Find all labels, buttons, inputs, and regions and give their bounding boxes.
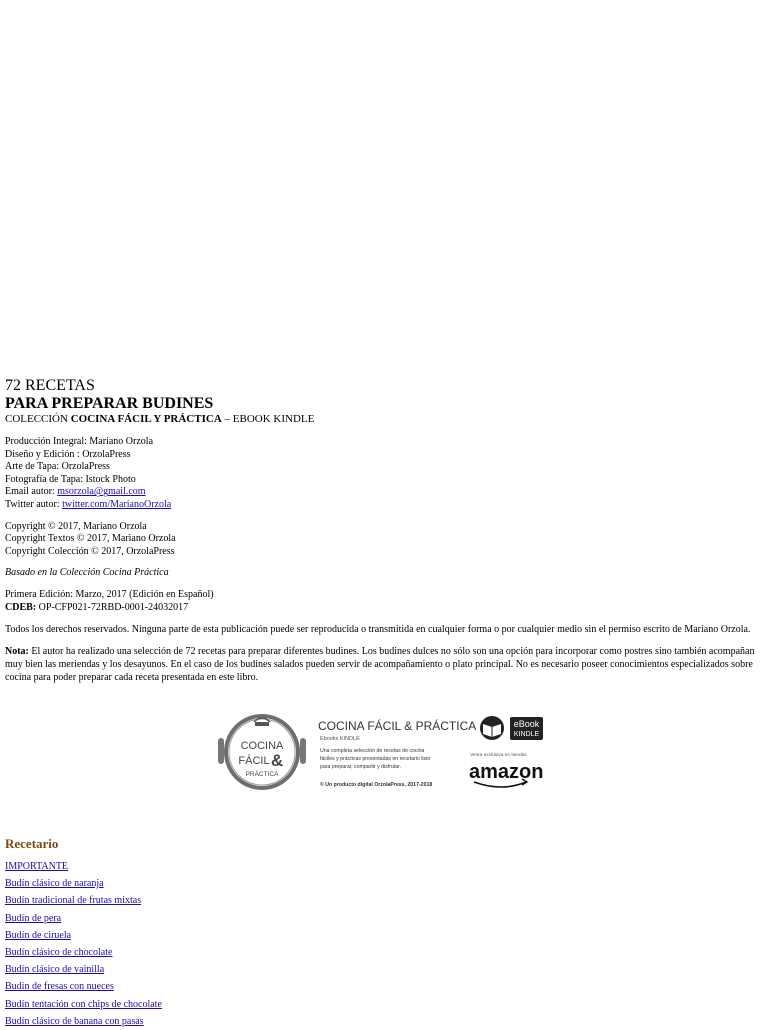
list-item xyxy=(5,910,162,927)
ebook-label: eBook xyxy=(513,719,540,729)
cdeb-label: CDEB: xyxy=(5,601,37,613)
copyright-line: Copyright Textos © 2017, Mariano Orzola xyxy=(5,533,176,545)
list-item xyxy=(5,944,162,961)
credit-line: Fotografía de Tapa: Istock Photo xyxy=(5,473,136,485)
document-body xyxy=(5,377,763,693)
list-item xyxy=(5,927,162,944)
banner-desc-2: fáciles y prácticas presentadas en recetario listo xyxy=(320,756,431,762)
list-item xyxy=(5,1013,162,1030)
email-label: Email autor: xyxy=(5,486,58,498)
toc-link[interactable]: Budín de fresas con nueces xyxy=(5,981,114,993)
title-line-1: 72 RECETAS xyxy=(5,377,95,394)
toc-link[interactable]: IMPORTANTE xyxy=(5,861,69,872)
cdeb-line xyxy=(5,602,763,615)
list-item xyxy=(5,996,162,1013)
cocina-badge-logo xyxy=(218,714,306,790)
toc-link[interactable]: Budín clásico de naranja xyxy=(5,878,104,890)
based-on: Basado en la Colección Cocina Práctica xyxy=(5,567,169,579)
ebook-kindle-badge xyxy=(510,717,543,740)
title-line-2: PARA PREPARAR BUDINES xyxy=(5,395,214,412)
toc-link[interactable]: Budín tradicional de frutas mixtas xyxy=(5,895,142,907)
toc-link[interactable]: Budín clásico de chocolate xyxy=(5,947,113,959)
list-item xyxy=(5,875,162,892)
banner-product: © Un producto digital OrzolaPress, 2017-2018 xyxy=(320,782,433,788)
copyright-line: Copyright © 2017, Mariano Orzola xyxy=(5,520,147,532)
credit-line: Diseño y Edición : OrzolaPress xyxy=(5,448,131,460)
note-paragraph xyxy=(5,645,763,685)
edition-block xyxy=(5,589,763,614)
first-edition: Primera Edición: Marzo, 2017 (Edición en Español) xyxy=(5,588,214,600)
toc-link[interactable]: Budín clásico de banana con pasas xyxy=(5,1015,144,1027)
list-item xyxy=(5,978,162,995)
badge-line-2: FÁCIL xyxy=(238,755,270,767)
copyright-block xyxy=(5,521,763,559)
collection-name: COCINA FÁCIL Y PRÁCTICA xyxy=(70,413,222,425)
cdeb-value: OP-CFP021-72RBD-0001-24032017 xyxy=(36,601,189,613)
collection-suffix: – EBOOK KINDLE xyxy=(221,413,315,425)
badge-line-3: PRÁCTICA xyxy=(245,771,279,778)
credits-block xyxy=(5,436,763,512)
open-book-icon xyxy=(480,716,504,740)
twitter-label: Twitter autor: xyxy=(5,498,63,510)
toc-link[interactable]: Budín tentación con chips de chocolate xyxy=(5,998,162,1010)
toc-link[interactable]: Budín clásico de vainilla xyxy=(5,964,105,976)
rights-paragraph: Todos los derechos reservados. Ninguna parte de esta publicación puede ser reproducida o transmitida en cualquier forma o por cualquier medio sin el permiso escrito de Mariano Orzola. xyxy=(5,624,751,636)
banner-subheading: Ebooks KINDLE xyxy=(320,736,360,742)
email-link[interactable]: msorzola@gmail.com xyxy=(57,486,146,498)
banner-desc-3: para preparar, compartir y disfrutar. xyxy=(320,764,402,770)
badge-line-1: COCINA xyxy=(240,740,284,752)
collection-prefix: COLECCIÓN xyxy=(5,413,71,425)
list-item xyxy=(5,858,162,875)
recetario-heading: Recetario xyxy=(5,836,59,851)
note-text: El autor ha realizado una selección de 72 recetas para preparar diferentes budines. Los budines dulces no sólo son una opción para incorporar como postres sino también acompañan muy bien las meriendas y los desayunos. En el caso de los budines salados pueden servir de acompañamiento o plato principal. No es necesario poseer conocimientos especializados sobre cocina para poder preparar cada receta presentada en este libro. xyxy=(5,645,755,684)
twitter-link[interactable]: twitter.com/MarianoOrzola xyxy=(62,498,172,510)
copyright-line: Copyright Colección © 2017, OrzolaPress xyxy=(5,545,175,557)
amazon-logo: amazon xyxy=(469,761,544,783)
list-item xyxy=(5,961,162,978)
toc-link[interactable]: Budín de pera xyxy=(5,912,62,924)
based-on-block xyxy=(5,567,763,580)
banner-desc-1: Una completa selección de recetas de cocina xyxy=(320,748,425,754)
credit-line: Arte de Tapa: OrzolaPress xyxy=(5,461,110,473)
venta-exclusiva: Venta exclusiva en tiendas xyxy=(470,753,527,758)
badge-amp: & xyxy=(270,751,284,770)
credit-line: Producción Integral: Mariano Orzola xyxy=(5,436,154,447)
recipe-index xyxy=(5,858,162,1030)
collection-banner xyxy=(216,712,556,794)
twitter-line xyxy=(5,499,763,512)
email-line xyxy=(5,486,763,499)
banner-heading: COCINA FÁCIL & PRÁCTICA xyxy=(318,719,477,733)
note-label: Nota: xyxy=(5,645,29,657)
collection-line xyxy=(5,413,763,426)
list-item xyxy=(5,892,162,909)
kindle-label: KINDLE xyxy=(513,731,540,738)
toc-link[interactable]: Budín de ciruela xyxy=(5,929,72,941)
